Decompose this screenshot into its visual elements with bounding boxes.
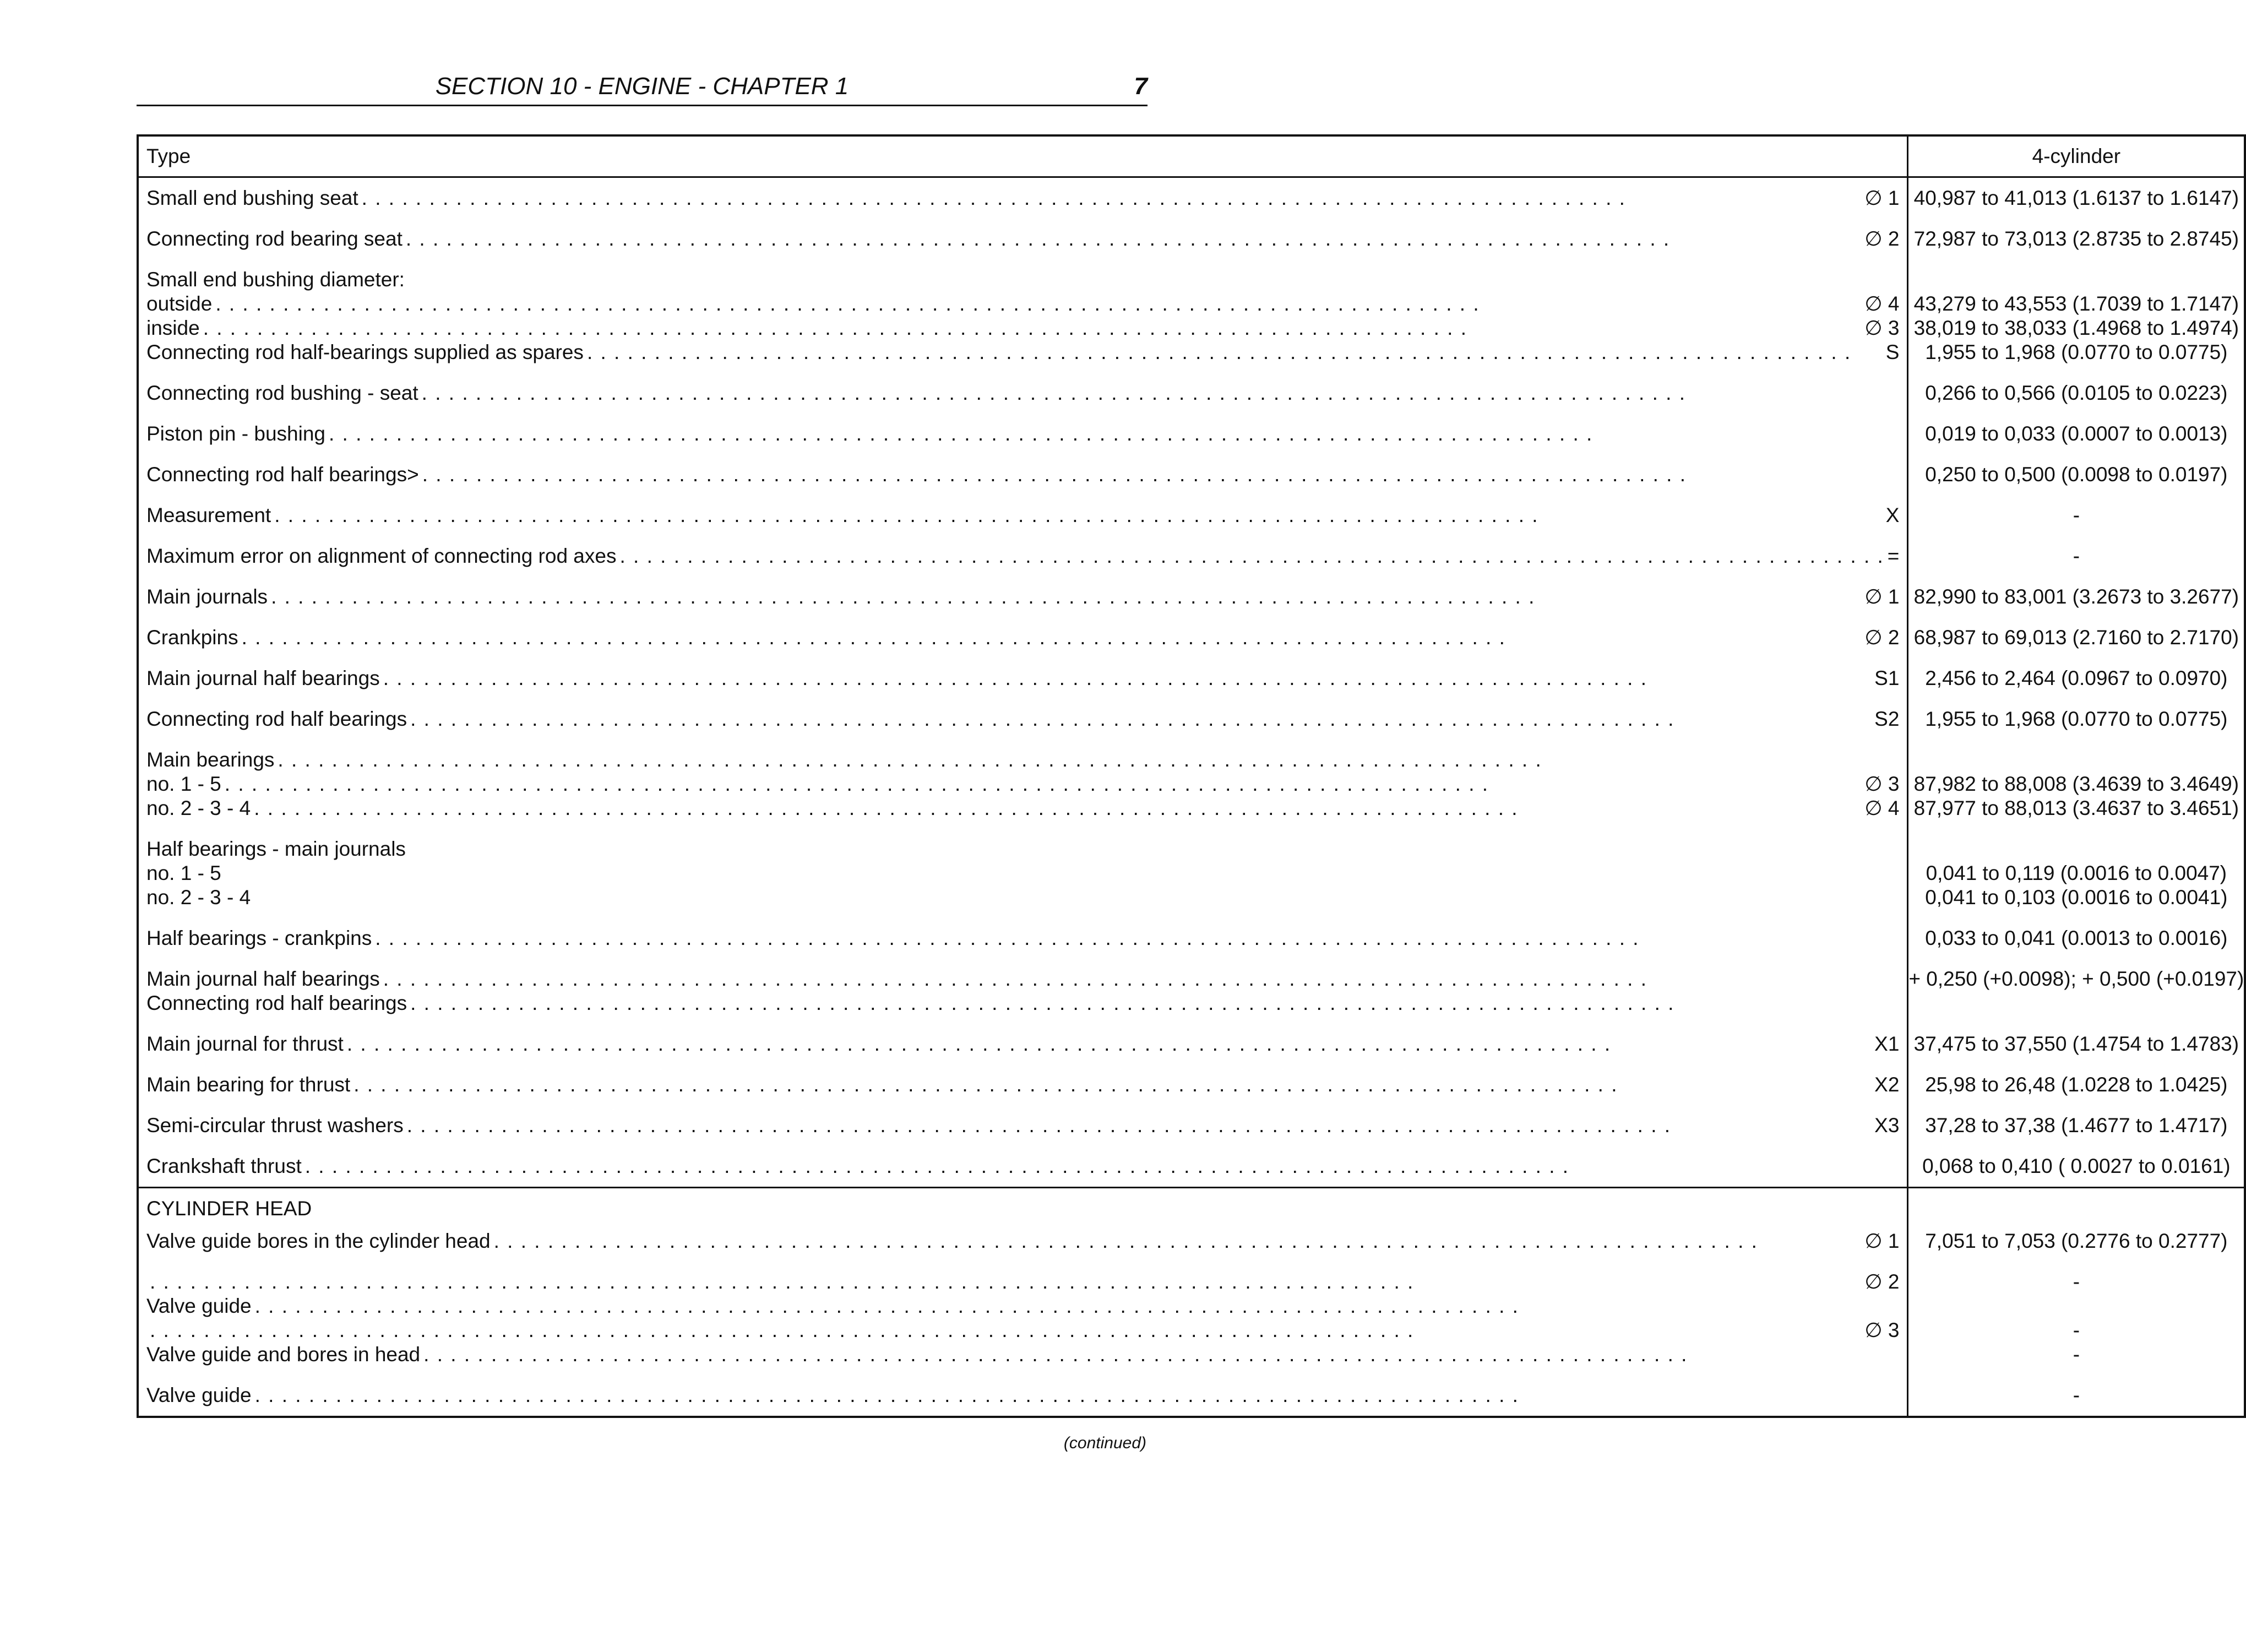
row-value: 25,98 to 26,48 (1.0228 to 1.0425): [1925, 1073, 2228, 1096]
row-value: 0,041 to 0,119 (0.0016 to 0.0047): [1926, 862, 2227, 884]
row-label: Small end bushing seat: [146, 187, 358, 209]
leader-dots: [255, 1294, 1896, 1318]
row-label-line: [146, 1154, 1899, 1178]
table-row: [138, 1105, 2245, 1146]
row-label-line: [146, 1383, 1899, 1408]
leader-dots: [375, 926, 1896, 950]
leader-dots: [150, 1270, 1861, 1294]
row-symbol: ∅ 1: [1864, 585, 1900, 608]
row-label: inside: [146, 317, 200, 339]
row-value: 38,019 to 38,033 (1.4968 to 1.4974): [1913, 317, 2239, 339]
row-symbol: ∅ 2: [1864, 626, 1900, 649]
row-value: -: [2073, 1343, 2080, 1366]
row-symbol: X: [1885, 504, 1900, 526]
row-label-cell: [138, 219, 1908, 259]
row-value: -: [2073, 1319, 2080, 1341]
row-label-cell: [138, 536, 1908, 577]
table-row: [138, 454, 2245, 495]
row-symbol: ∅ 1: [1864, 1230, 1900, 1252]
row-value: 87,977 to 88,013 (3.4637 to 3.4651): [1913, 797, 2239, 819]
section-label-cell: [138, 1188, 1908, 1221]
table-row: [138, 177, 2245, 219]
column-header-type: Type: [138, 135, 1908, 177]
leader-dots: [410, 707, 1871, 731]
row-value-cell: [1908, 177, 2245, 219]
row-label: Measurement: [146, 504, 271, 526]
leader-dots: [383, 666, 1871, 691]
row-symbol: S1: [1874, 667, 1900, 689]
row-label-line: [146, 1073, 1899, 1097]
row-value: 0,041 to 0,103 (0.0016 to 0.0041): [1925, 886, 2228, 909]
row-label-line: [146, 1270, 1899, 1294]
row-symbol: ∅ 4: [1864, 797, 1900, 819]
leader-dots: [422, 381, 1896, 405]
row-label-cell: [138, 1105, 1908, 1146]
row-label-cell: [138, 699, 1908, 740]
row-label-cell: [138, 177, 1908, 219]
row-label: no. 2 - 3 - 4: [146, 886, 251, 909]
table-row: [138, 219, 2245, 259]
row-label: Connecting rod bearing seat: [146, 227, 403, 250]
row-label: Crankpins: [146, 626, 238, 649]
row-label: Valve guide bores in the cylinder head: [146, 1230, 491, 1252]
leader-dots: [150, 1318, 1861, 1343]
row-value-cell: [1908, 1262, 2245, 1375]
row-label: Main bearing for thrust: [146, 1073, 351, 1096]
row-value: 40,987 to 41,013 (1.6137 to 1.6147): [1913, 187, 2239, 209]
leader-dots: [383, 967, 1896, 991]
row-label: Valve guide and bores in head: [146, 1343, 421, 1366]
row-symbol: ∅ 3: [1864, 1319, 1900, 1341]
row-label: no. 2 - 3 - 4: [146, 797, 251, 819]
row-value: 0,266 to 0,566 (0.0105 to 0.0223): [1925, 382, 2228, 404]
row-label: outside: [146, 292, 213, 315]
table-row: [138, 918, 2245, 959]
row-label: Main journal for thrust: [146, 1032, 344, 1055]
row-label-cell: [138, 454, 1908, 495]
table-row: [138, 829, 2245, 918]
row-value-cell: [1908, 454, 2245, 495]
table-row: [138, 658, 2245, 699]
row-label-line: [146, 463, 1899, 487]
row-label-cell: [138, 1064, 1908, 1105]
leader-dots: [305, 1154, 1896, 1178]
row-label-line: [146, 544, 1899, 568]
row-value: 1,955 to 1,968 (0.0770 to 0.0775): [1925, 341, 2228, 363]
leader-dots: [271, 585, 1861, 609]
row-label-cell: [138, 959, 1908, 1024]
table-row: [138, 959, 2245, 1024]
row-label: Crankshaft thrust: [146, 1155, 302, 1177]
leader-dots: [410, 991, 1896, 1015]
row-value: [1908, 991, 2244, 1015]
row-label-line: [146, 1318, 1899, 1343]
row-label-line: [146, 292, 1899, 316]
table-row: [138, 414, 2245, 454]
table-row: [138, 536, 2245, 577]
row-symbol: X1: [1874, 1032, 1900, 1055]
row-label-line: [146, 796, 1899, 820]
row-value-cell: [1908, 1221, 2245, 1262]
row-label-line: [146, 585, 1899, 609]
leader-dots: [215, 292, 1861, 316]
section-row-cylinder-head: [138, 1188, 2245, 1221]
row-value: 1,955 to 1,968 (0.0770 to 0.0775): [1925, 708, 2228, 730]
row-label: Connecting rod half bearings: [146, 708, 407, 730]
leader-dots: [407, 1113, 1871, 1138]
table-body: [138, 135, 2245, 1417]
row-label-line: [146, 340, 1899, 365]
row-label-cell: [138, 414, 1908, 454]
row-label-line: [146, 1294, 1899, 1318]
page-number: 7: [1134, 73, 1148, 100]
row-value-cell: [1908, 1064, 2245, 1105]
table-header-row: [138, 135, 2245, 177]
row-value-cell: [1908, 959, 2245, 1024]
section-title: SECTION 10 - ENGINE - CHAPTER 1: [435, 73, 849, 100]
row-value: 82,990 to 83,001 (3.2673 to 3.2677): [1913, 585, 2239, 608]
row-value: 37,475 to 37,550 (1.4754 to 1.4783): [1913, 1032, 2239, 1055]
row-value: 0,250 to 0,500 (0.0098 to 0.0197): [1925, 463, 2228, 486]
leader-dots: [347, 1032, 1871, 1056]
column-header-value: 4-cylinder: [1908, 135, 2245, 177]
row-symbol: ∅ 2: [1864, 227, 1900, 250]
leader-dots: [587, 340, 1883, 365]
row-value-cell: [1908, 699, 2245, 740]
row-value: -: [2073, 1384, 2080, 1406]
row-value: [1908, 837, 2244, 861]
row-label: Connecting rod half-bearings supplied as spares: [146, 341, 584, 363]
leader-dots: [422, 463, 1896, 487]
table-row: [138, 1262, 2245, 1375]
leader-dots: [225, 772, 1862, 796]
leader-dots: [619, 544, 1884, 568]
row-label: Connecting rod bushing - seat: [146, 382, 418, 404]
row-value: 7,051 to 7,053 (0.2776 to 0.2777): [1925, 1230, 2228, 1252]
row-label-cell: [138, 829, 1908, 918]
row-value: 68,987 to 69,013 (2.7160 to 2.7170): [1913, 626, 2239, 649]
row-value-cell: [1908, 658, 2245, 699]
row-value-cell: [1908, 219, 2245, 259]
table-row: [138, 259, 2245, 373]
row-label: Half bearings - crankpins: [146, 927, 372, 949]
row-value: [1908, 268, 2244, 292]
row-value-cell: [1908, 577, 2245, 617]
row-label-cell: [138, 495, 1908, 536]
row-label-cell: [138, 577, 1908, 617]
row-value-cell: [1908, 1146, 2245, 1188]
row-label-cell: [138, 658, 1908, 699]
row-label-line: [146, 1113, 1899, 1138]
table-row: [138, 495, 2245, 536]
row-label-line: [146, 772, 1899, 796]
row-value-cell: [1908, 495, 2245, 536]
row-label-cell: [138, 1024, 1908, 1064]
table-row: [138, 373, 2245, 414]
row-label: Half bearings - main journals: [146, 838, 406, 860]
specifications-table: [137, 134, 2246, 1418]
row-symbol: ∅ 3: [1864, 317, 1900, 339]
leader-dots: [494, 1229, 1862, 1253]
row-value-cell: [1908, 1105, 2245, 1146]
row-value-cell: [1908, 373, 2245, 414]
row-symbol: X3: [1874, 1114, 1900, 1137]
section-title-cylinder-head: CYLINDER HEAD: [146, 1197, 312, 1220]
row-label-line: [146, 748, 1899, 772]
row-symbol: ∅ 3: [1864, 773, 1900, 795]
row-value: + 0,250 (+0.0098); + 0,500 (+0.0197): [1908, 968, 2244, 990]
row-label: Connecting rod half bearings: [146, 992, 407, 1014]
row-label-line: [146, 626, 1899, 650]
leader-dots: [278, 748, 1542, 772]
row-label: Semi-circular thrust washers: [146, 1114, 404, 1137]
row-value: [1908, 748, 2244, 772]
row-value: 43,279 to 43,553 (1.7039 to 1.7147): [1913, 292, 2239, 315]
row-label: Maximum error on alignment of connecting rod axes: [146, 545, 617, 567]
leader-dots: [255, 1383, 1896, 1408]
row-label: no. 1 - 5: [146, 773, 221, 795]
table-row: [138, 617, 2245, 658]
table-row: [138, 1375, 2245, 1417]
table-row: [138, 1024, 2245, 1064]
table-row: [138, 1064, 2245, 1105]
leader-dots: [362, 186, 1862, 210]
leader-dots: [254, 796, 1861, 820]
row-label: no. 1 - 5: [146, 862, 221, 884]
row-label-line: [146, 1032, 1899, 1056]
leader-dots: [329, 422, 1896, 446]
row-label-line: [146, 707, 1899, 731]
leader-dots: [203, 316, 1862, 340]
table-row: [138, 699, 2245, 740]
row-symbol: S: [1885, 341, 1900, 363]
row-value-cell: [1908, 536, 2245, 577]
row-label: Connecting rod half bearings>: [146, 463, 419, 486]
row-label-cell: [138, 1262, 1908, 1375]
row-label-line: [146, 227, 1899, 251]
row-label-line: [146, 991, 1899, 1015]
row-value: 87,982 to 88,008 (3.4639 to 3.4649): [1913, 773, 2239, 795]
row-label-line: [146, 316, 1899, 340]
row-label: Valve guide: [146, 1295, 252, 1317]
row-label: Piston pin - bushing: [146, 422, 325, 445]
row-value: 72,987 to 73,013 (2.8735 to 2.8745): [1913, 227, 2239, 250]
row-value-cell: [1908, 259, 2245, 373]
row-symbol: =: [1887, 545, 1900, 567]
row-symbol: S2: [1874, 708, 1900, 730]
row-value-cell: [1908, 1024, 2245, 1064]
row-label-line: [146, 1343, 1899, 1367]
row-label: Main journal half bearings: [146, 968, 380, 990]
row-label-line: [146, 381, 1899, 405]
row-label-cell: [138, 1221, 1908, 1262]
row-value: -: [2073, 504, 2080, 526]
table-row: [138, 740, 2245, 829]
row-label-line: [146, 967, 1899, 991]
leader-dots: [354, 1073, 1871, 1097]
row-label-line: [146, 666, 1899, 691]
row-value-cell: [1908, 740, 2245, 829]
section-value-cell: [1908, 1188, 2245, 1221]
row-label-cell: [138, 259, 1908, 373]
row-symbol: ∅ 2: [1864, 1270, 1900, 1293]
row-value: 0,033 to 0,041 (0.0013 to 0.0016): [1925, 927, 2228, 949]
row-value-cell: [1908, 829, 2245, 918]
table-row: [138, 1221, 2245, 1262]
row-value: -: [2073, 545, 2080, 567]
table-row: [138, 1146, 2245, 1188]
leader-dots: [406, 227, 1861, 251]
row-value-cell: [1908, 617, 2245, 658]
table-row: [138, 577, 2245, 617]
row-label-cell: [138, 1375, 1908, 1417]
row-value-cell: [1908, 1375, 2245, 1417]
row-value-cell: [1908, 414, 2245, 454]
row-label-cell: [138, 1146, 1908, 1188]
row-label: Main journals: [146, 585, 268, 608]
page-header: [137, 70, 1148, 106]
continued-note: (continued): [1063, 1434, 1146, 1452]
row-label-cell: [138, 918, 1908, 959]
row-value: -: [2073, 1270, 2080, 1293]
row-label: Small end bushing diameter:: [146, 268, 405, 291]
row-value: 0,019 to 0,033 (0.0007 to 0.0013): [1925, 422, 2228, 445]
leader-dots: [242, 626, 1862, 650]
row-label-line: [146, 503, 1899, 528]
row-label-cell: [138, 740, 1908, 829]
row-label: Valve guide: [146, 1384, 252, 1406]
row-label-cell: [138, 617, 1908, 658]
row-value: 37,28 to 37,38 (1.4677 to 1.4717): [1925, 1114, 2228, 1137]
row-label-line: [146, 1229, 1899, 1253]
leader-dots: [274, 503, 1883, 528]
row-value-cell: [1908, 918, 2245, 959]
row-label: Main journal half bearings: [146, 667, 380, 689]
row-label-line: [146, 422, 1899, 446]
row-label-line: [146, 926, 1899, 950]
row-value: 0,068 to 0,410 ( 0.0027 to 0.0161): [1922, 1155, 2231, 1177]
row-symbol: X2: [1874, 1073, 1900, 1096]
row-label: Main bearings: [146, 748, 275, 771]
row-value: 2,456 to 2,464 (0.0967 to 0.0970): [1925, 667, 2228, 689]
row-symbol: ∅ 1: [1864, 187, 1900, 209]
row-symbol: ∅ 4: [1864, 292, 1900, 315]
row-label-line: [146, 186, 1899, 210]
row-value: [1908, 1294, 2244, 1318]
leader-dots: [423, 1343, 1896, 1367]
row-label-cell: [138, 373, 1908, 414]
